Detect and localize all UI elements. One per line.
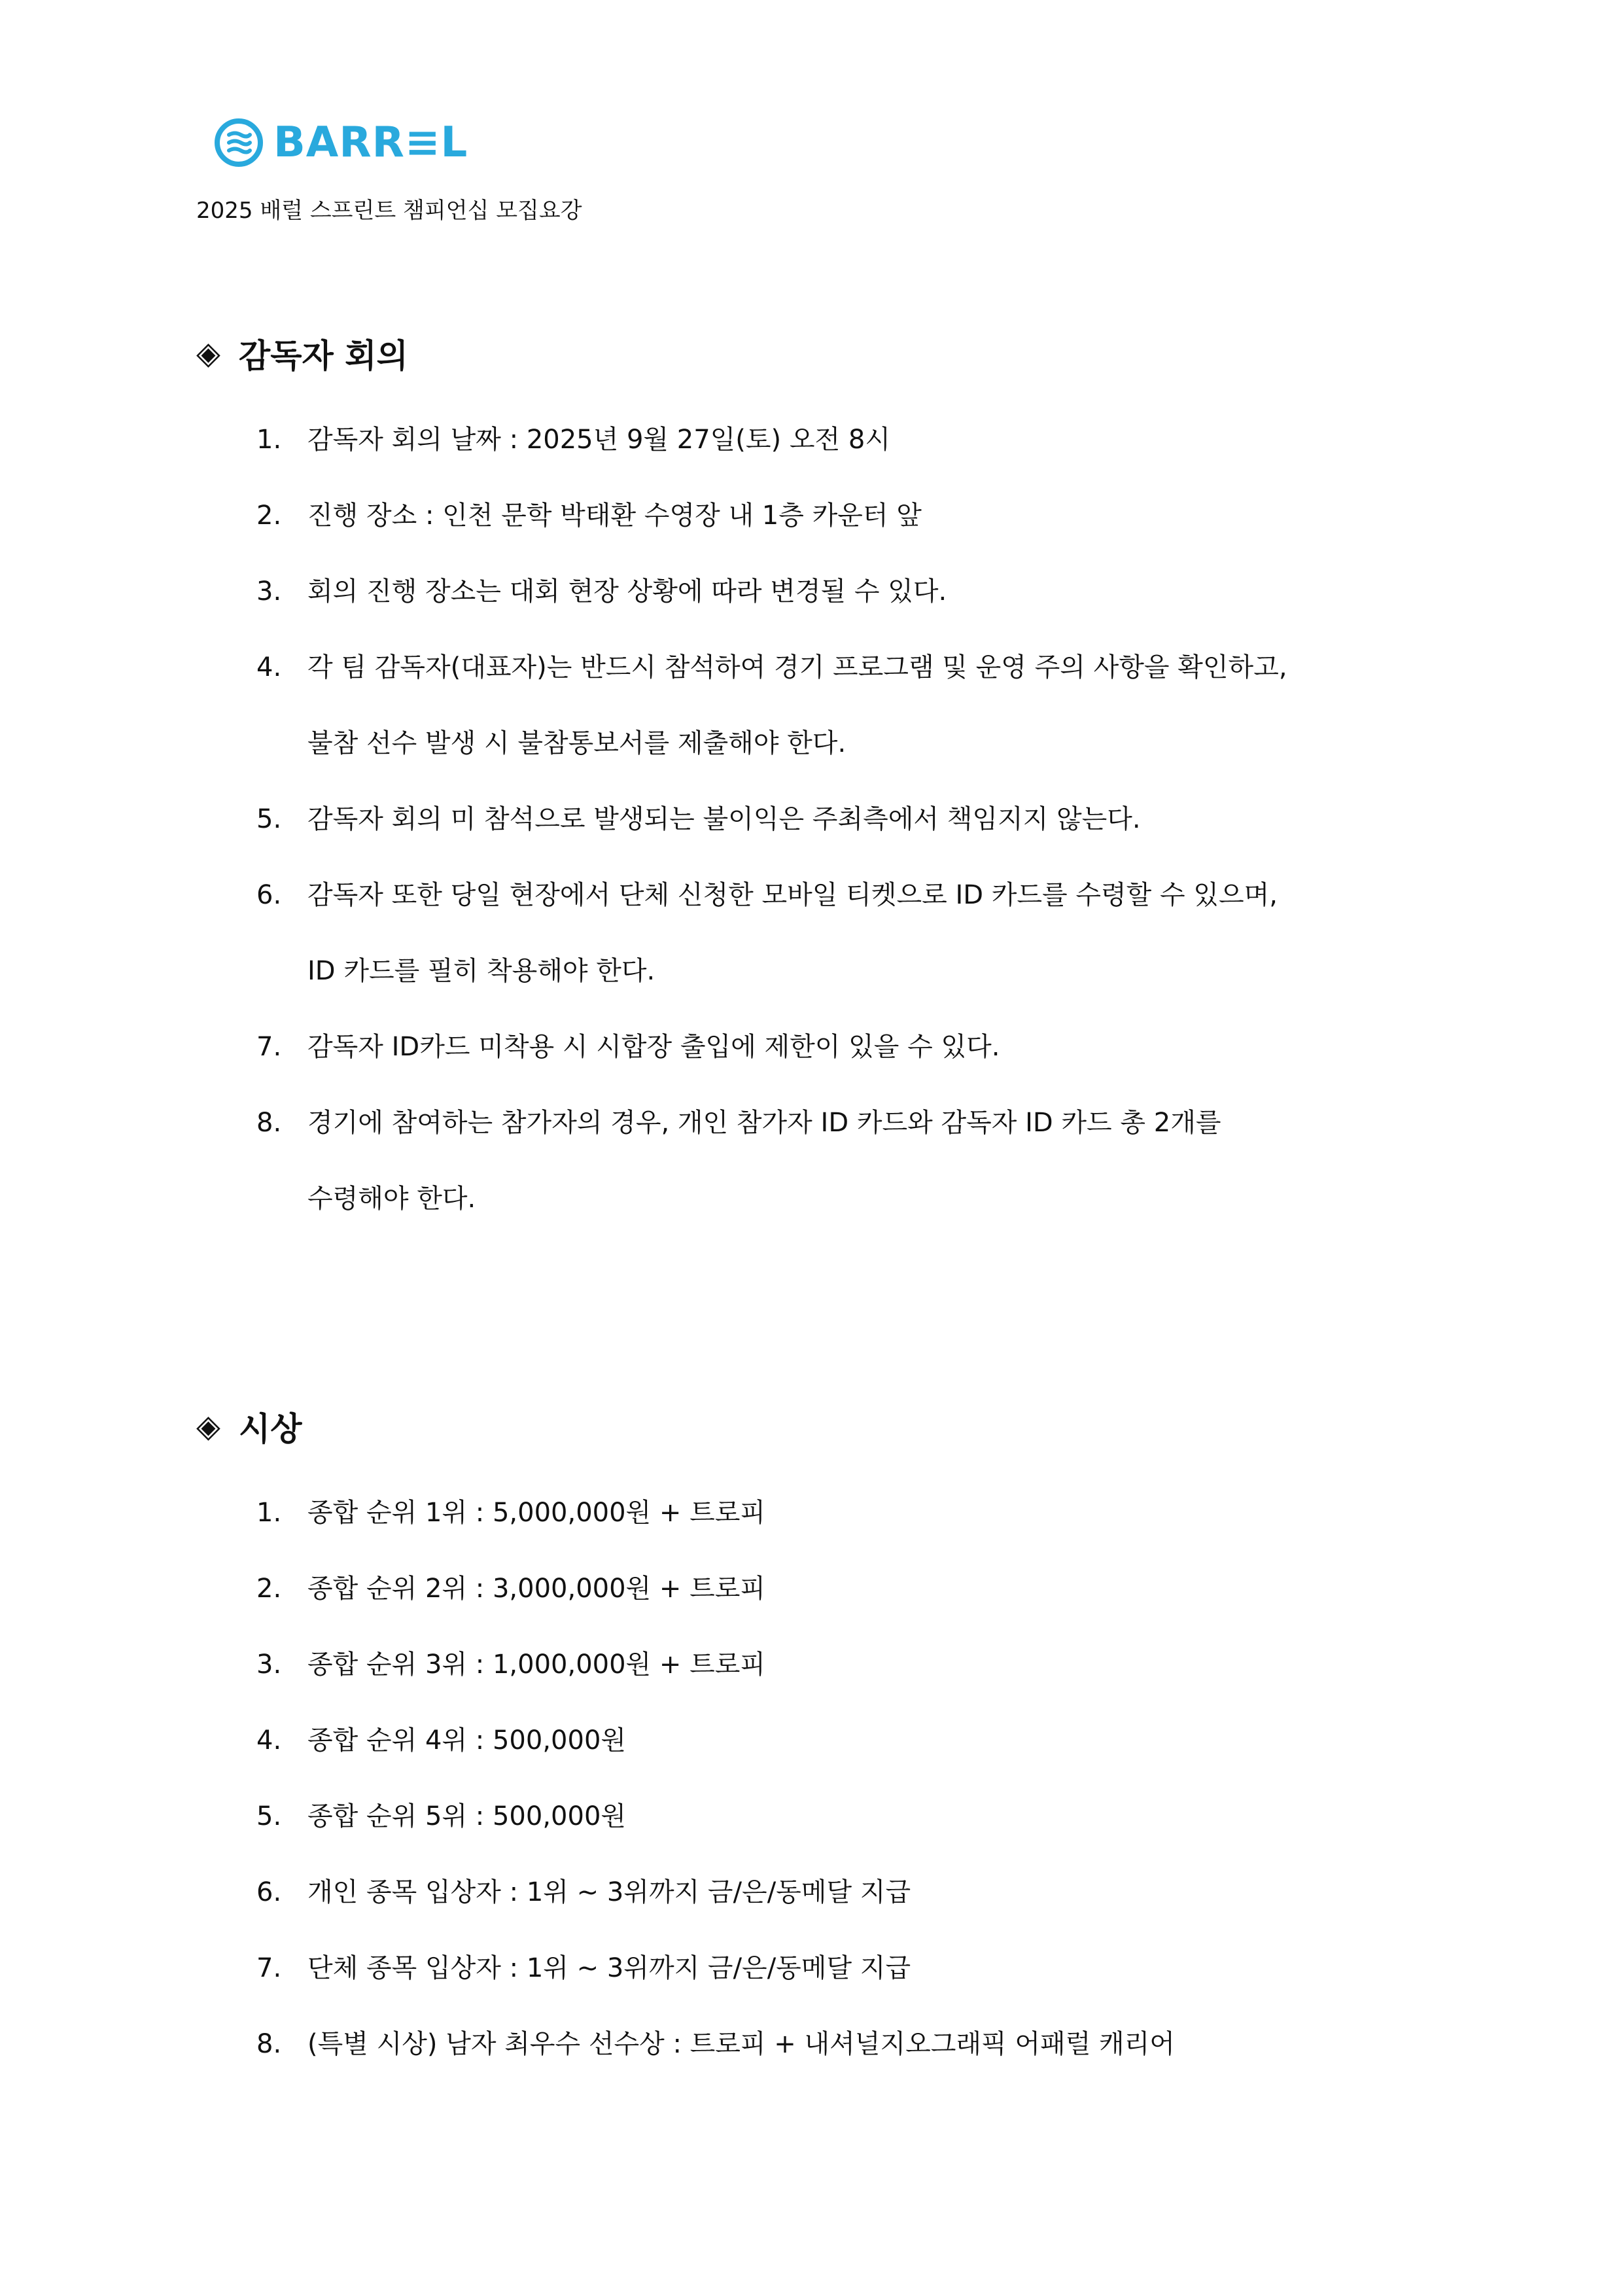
- list-item: [196, 1009, 1439, 1085]
- list-item-number: 1.: [256, 1498, 282, 1528]
- list-item-text-continued: ID 카드를 필히 착용해야 한다.: [307, 956, 655, 986]
- barrel-circle-logo-icon: [213, 117, 264, 168]
- list-item-number: 7.: [256, 1953, 282, 1983]
- list-item-number: 6.: [256, 880, 282, 910]
- section-supervisor-meeting: [196, 327, 1439, 1237]
- numbered-list: [196, 1475, 1439, 2082]
- list-item-number: 3.: [256, 576, 282, 607]
- list-item-number: 6.: [256, 1877, 282, 1907]
- list-item-number: 1.: [256, 425, 282, 455]
- list-item: [196, 857, 1439, 1009]
- list-item-text-continued: 불참 선수 발생 시 불참통보서를 제출해야 한다.: [307, 728, 846, 758]
- list-item: [196, 1703, 1439, 1778]
- numbered-list: [196, 402, 1439, 1237]
- list-item-text: 감독자 회의 날짜 : 2025년 9월 27일(토) 오전 8시: [307, 425, 890, 455]
- list-item-text: 진행 장소 : 인천 문학 박태환 수영장 내 1층 카운터 앞: [307, 501, 922, 531]
- list-item: [196, 1551, 1439, 1627]
- list-item-number: 4.: [256, 652, 282, 682]
- list-item: [196, 478, 1439, 554]
- list-item-number: 8.: [256, 2029, 282, 2059]
- list-item-number: 2.: [256, 1574, 282, 1604]
- section-awards: [196, 1400, 1439, 2082]
- list-item-text: 경기에 참여하는 참가자의 경우, 개인 참가자 ID 카드와 감독자 ID 카드 총 2개를: [307, 1108, 1221, 1138]
- section-heading: [196, 327, 1439, 380]
- list-item-text: 감독자 ID카드 미착용 시 시합장 출입에 제한이 있을 수 있다.: [307, 1032, 1000, 1062]
- list-item-text: 종합 순위 4위 : 500,000원: [307, 1725, 627, 1756]
- list-item-number: 3.: [256, 1650, 282, 1680]
- list-item-number: 7.: [256, 1032, 282, 1062]
- list-item: [196, 629, 1439, 781]
- list-item-number: 4.: [256, 1725, 282, 1756]
- list-item-number: 8.: [256, 1108, 282, 1138]
- section-title: 시상: [238, 1410, 302, 1448]
- list-item: [196, 402, 1439, 478]
- list-item-text: 종합 순위 5위 : 500,000원: [307, 1801, 627, 1831]
- list-item: [196, 554, 1439, 629]
- list-item-text: 개인 종목 입상자 : 1위 ~ 3위까지 금/은/동메달 지급: [307, 1877, 911, 1907]
- list-item: [196, 1085, 1439, 1237]
- list-item: [196, 781, 1439, 857]
- list-item: [196, 1627, 1439, 1703]
- list-item-text-continued: 수령해야 한다.: [307, 1184, 476, 1214]
- list-item-text: 종합 순위 3위 : 1,000,000원 + 트로피: [307, 1650, 766, 1680]
- list-item-text: 감독자 또한 당일 현장에서 단체 신청한 모바일 티켓으로 ID 카드를 수령할 수 있으며,: [307, 880, 1278, 910]
- list-item: [196, 1930, 1439, 2006]
- brand-logo: [213, 115, 468, 170]
- list-item-number: 5.: [256, 804, 282, 834]
- list-item-number: 2.: [256, 501, 282, 531]
- diamond-bullet-icon: ◈: [196, 1408, 220, 1445]
- list-item-text: 종합 순위 1위 : 5,000,000원 + 트로피: [307, 1498, 766, 1528]
- list-item-text: 감독자 회의 미 참석으로 발생되는 불이익은 주최측에서 책임지지 않는다.: [307, 804, 1141, 834]
- document-subtitle: 2025 배럴 스프린트 챔피언십 모집요강: [196, 198, 582, 224]
- section-title: 감독자 회의: [238, 337, 408, 375]
- section-heading: [196, 1400, 1439, 1453]
- list-item-text: 회의 진행 장소는 대회 현장 상황에 따라 변경될 수 있다.: [307, 576, 947, 607]
- list-item: [196, 2006, 1439, 2082]
- list-item-number: 5.: [256, 1801, 282, 1831]
- list-item: [196, 1854, 1439, 1930]
- list-item-text: (특별 시상) 남자 최우수 선수상 : 트로피 + 내셔널지오그래픽 어패럴 캐리어: [307, 2029, 1175, 2059]
- list-item-text: 단체 종목 입상자 : 1위 ~ 3위까지 금/은/동메달 지급: [307, 1953, 911, 1983]
- list-item-text: 각 팀 감독자(대표자)는 반드시 참석하여 경기 프로그램 및 운영 주의 사항을 확인하고,: [307, 652, 1287, 682]
- brand-logo-text: BARR≡L: [273, 118, 468, 167]
- list-item-text: 종합 순위 2위 : 3,000,000원 + 트로피: [307, 1574, 766, 1604]
- list-item: [196, 1475, 1439, 1551]
- diamond-bullet-icon: ◈: [196, 335, 220, 372]
- list-item: [196, 1778, 1439, 1854]
